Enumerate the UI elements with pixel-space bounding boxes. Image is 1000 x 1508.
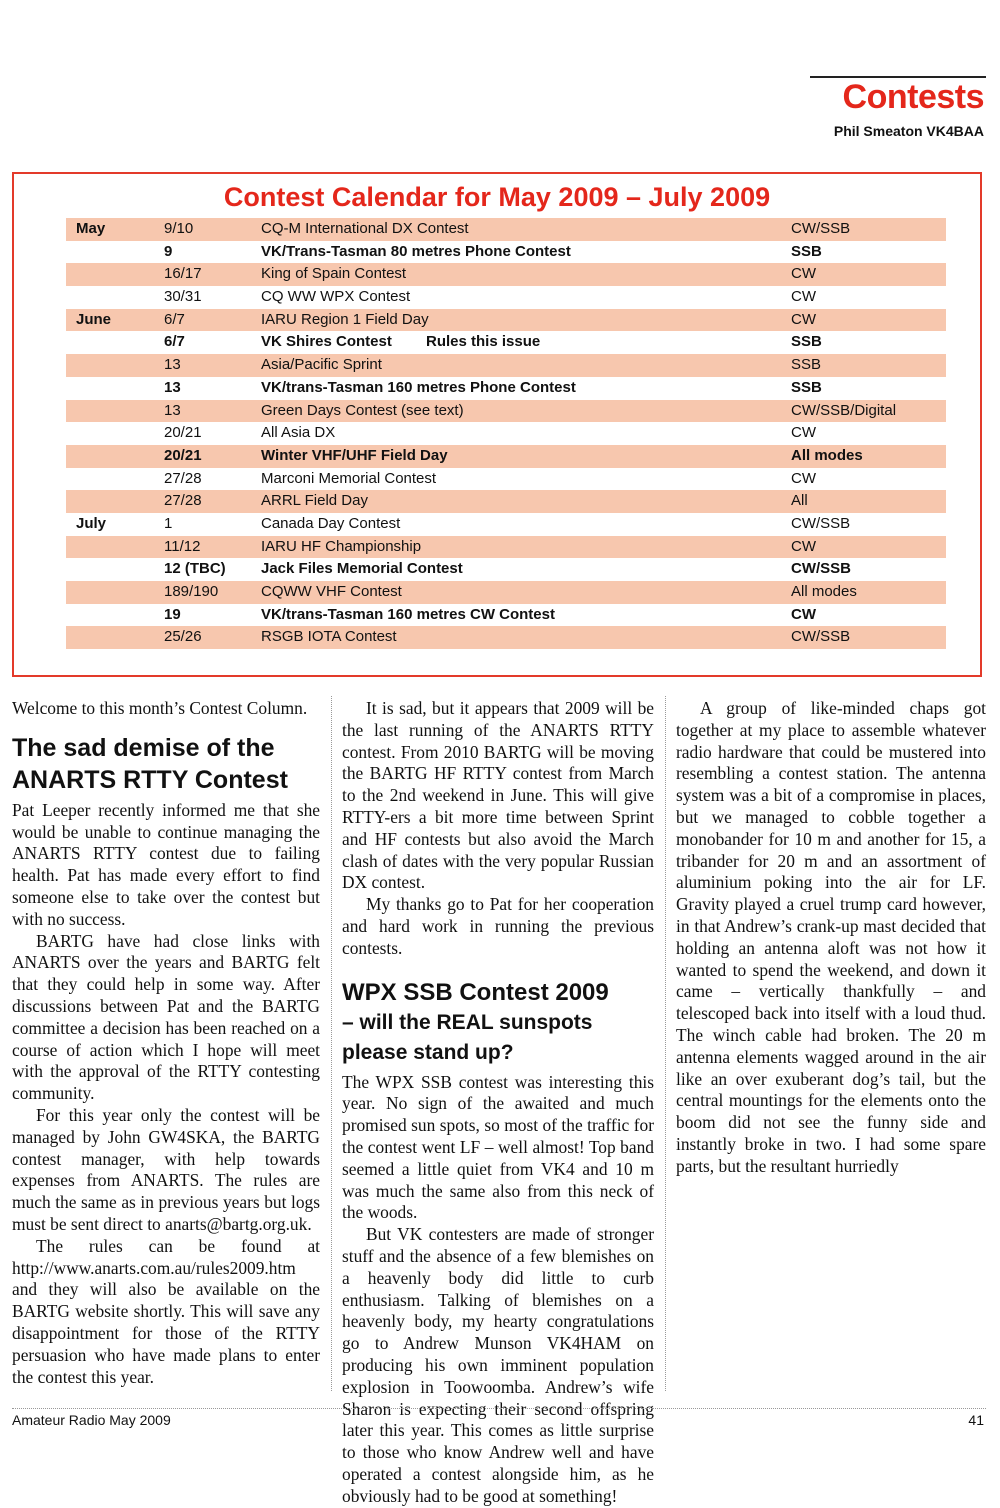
calendar-row [66, 445, 946, 468]
calendar-date: 27/28 [164, 469, 202, 487]
calendar-contest-name: VK/Trans-Tasman 80 metres Phone Contest [261, 242, 571, 260]
calendar-mode: CW [791, 310, 816, 328]
calendar-mode: CW [791, 424, 816, 442]
calendar-mode: All modes [791, 583, 857, 600]
calendar-date: 19 [164, 605, 181, 623]
heading-wpx [342, 978, 654, 1068]
calendar-date: 12 (TBC) [164, 560, 226, 578]
calendar-date: 13 [164, 356, 181, 374]
calendar-date: 13 [164, 401, 181, 419]
calendar-contest-name: Marconi Memorial Contest [261, 469, 437, 487]
calendar-row [66, 626, 946, 649]
article-column-2 [342, 698, 654, 1508]
footer-publication: Amateur Radio May 2009 [12, 1412, 171, 1428]
calendar-mode: CW/SSB/Digital [791, 401, 897, 419]
heading-wpx-line1: WPX SSB Contest 2009 [342, 978, 609, 1006]
calendar-contest-name: RSGB IOTA Contest [261, 628, 397, 646]
article-column-1 [12, 698, 320, 1388]
calendar-row [66, 422, 946, 445]
column-divider [665, 696, 666, 1391]
calendar-row [66, 263, 946, 286]
calendar-row [66, 241, 946, 264]
calendar-contest-name: CQ-M International DX Contest [261, 220, 469, 237]
column-divider [331, 696, 332, 1391]
calendar-mode: CW [791, 288, 816, 306]
paragraph: The WPX SSB contest was interesting this year. No sign of the awaited and much promised sun spots, so most of the traffic for the contest went LF – well almost! Top band seemed a little quiet from VK4 and 10 m was much the same also from this neck of the woods. [342, 1071, 654, 1223]
calendar-mode: SSB [791, 333, 822, 351]
calendar-mode: CW/SSB [791, 628, 851, 646]
calendar-row [66, 490, 946, 513]
paragraph: A group of like-minded chaps got together at my place to assemble whatever radio hardware that could be mustered into resembling a contest station. The antenna system was a bit of a compromise in places, but we managed to cobble together a monobander for 10 m and another for 15, a tribander for 20 m and an assortment of aluminium poking into the air for LF. Gravity played a cruel trump card however, in that Andrew’s crank-up mast decided that holding an antenna aloft was not how it wanted to spend the weekend, and down it came – vertically thankfully – and telescoped back into itself with a loud thud. The winch cable had broken. The 20 m antenna elements wagged around in the air like an over exuberant dog’s tail, but the central mountings for the elements onto the boom did not see the funny side and instantly broke in two. I had some spare parts, but the resultant hurriedly [676, 698, 986, 1176]
intro-paragraph: Welcome to this month’s Contest Column. [12, 698, 308, 718]
calendar-row [66, 468, 946, 491]
footer-rule [12, 1408, 986, 1409]
calendar-contest-name: IARU HF Championship [261, 537, 422, 555]
calendar-mode: SSB [791, 242, 822, 260]
paragraph: For this year only the contest will be managed by John GW4SKA, the BARTG contest manager, with help towards expenses from ANARTS. The rules are much the same as in previous years but logs must be sent direct to anarts@bartg.org.uk. [12, 1104, 320, 1234]
calendar-date: 6/7 [164, 310, 185, 328]
calendar-row [66, 286, 946, 309]
calendar-date: 13 [164, 378, 181, 396]
calendar-month: July [76, 514, 107, 532]
calendar-title: Contest Calendar for May 2009 – July 2009 [223, 182, 771, 212]
calendar-contest-name: VK Shires Contest [261, 333, 392, 351]
calendar-date: 25/26 [164, 628, 202, 646]
calendar-date: 6/7 [164, 333, 185, 351]
calendar-mode: SSB [791, 356, 822, 374]
calendar-note: Rules this issue [426, 333, 541, 351]
article-column-3 [676, 698, 986, 1178]
calendar-contest-name: CQWW VHF Contest [261, 583, 402, 600]
author-byline: Phil Smeaton VK4BAA [833, 123, 984, 139]
calendar-date: 9 [164, 242, 173, 260]
calendar-contest-name: Green Days Contest (see text) [261, 401, 464, 419]
calendar-mode: All [791, 492, 808, 510]
paragraph: It is sad, but it appears that 2009 will be the last running of the ANARTS RTTY contest. From 2010 BARTG will be moving the BARTG HF RTTY contest from March to the 2nd weekend in June. This will give RTTY-ers a bit more time between Sprint and HF contests but also avoid the March clash of dates with the very popular Russian DX contest. [342, 698, 654, 893]
calendar-date: 1 [164, 514, 173, 532]
calendar-contest-name: VK/trans-Tasman 160 metres Phone Contest [261, 378, 576, 396]
calendar-date: 20/21 [164, 446, 202, 464]
calendar-contest-name: King of Spain Contest [261, 265, 407, 283]
heading-anarts: The sad demise of the ANARTS RTTY Contest [12, 733, 288, 794]
calendar-mode: CW/SSB [791, 514, 851, 532]
calendar-mode: CW [791, 605, 816, 623]
calendar-mode: CW [791, 537, 816, 555]
calendar-date: 9/10 [164, 220, 194, 237]
paragraph: My thanks go to Pat for her cooperation and hard work in running the previous contests. [342, 894, 654, 958]
calendar-row [66, 513, 946, 536]
calendar-contest-name: IARU Region 1 Field Day [261, 310, 429, 328]
calendar-mode: CW/SSB [791, 560, 851, 578]
calendar-contest-name: Jack Files Memorial Contest [261, 560, 463, 578]
calendar-mode: SSB [791, 378, 822, 396]
paragraph: BARTG have had close links with ANARTS over the years and BARTG felt that they could help in some way. After discussions between Pat and the BARTG committee a decision has been reached on a course of action which I hope will meet with the approval of the RTTY contesting community. [12, 930, 320, 1104]
calendar-contest-name: Asia/Pacific Sprint [261, 356, 382, 374]
calendar-contest-name: VK/trans-Tasman 160 metres CW Contest [261, 605, 555, 623]
calendar-date: 11/12 [164, 537, 201, 555]
calendar-contest-name: CQ WW WPX Contest [261, 288, 411, 306]
calendar-date: 16/17 [164, 265, 202, 283]
calendar-date: 30/31 [164, 288, 202, 306]
calendar-mode: CW [791, 469, 816, 487]
calendar-row [66, 309, 946, 332]
calendar-row [66, 581, 946, 604]
calendar-mode: CW/SSB [791, 220, 851, 237]
calendar-contest-name: Canada Day Contest [261, 514, 401, 532]
calendar-row [66, 536, 946, 559]
section-title: Contests [842, 78, 984, 116]
calendar-row [66, 377, 946, 400]
calendar-row [66, 400, 946, 423]
heading-wpx-line2: – will the REAL sunspots please stand up? [342, 1010, 593, 1064]
calendar-date: 27/28 [164, 492, 202, 510]
calendar-row [66, 218, 946, 241]
calendar-mode: CW [791, 265, 816, 283]
paragraph: Pat Leeper recently informed me that she would be unable to continue managing the ANARTS RTTY contest due to failing health. Pat has made every effort to find someone else to take over the contest but with no success. [12, 799, 320, 929]
calendar-contest-name: All Asia DX [261, 424, 336, 442]
calendar-date: 189/190 [164, 583, 219, 600]
calendar-month: May [76, 220, 106, 237]
calendar-row [66, 604, 946, 627]
calendar-row [66, 558, 946, 581]
page-number: 41 [968, 1412, 984, 1428]
calendar-contest-name: Winter VHF/UHF Field Day [261, 446, 448, 464]
calendar-row [66, 354, 946, 377]
calendar-mode: All modes [791, 446, 863, 464]
calendar-table [66, 218, 946, 649]
contest-calendar-box [12, 172, 982, 677]
calendar-contest-name: ARRL Field Day [261, 492, 368, 510]
calendar-month: June [76, 310, 112, 328]
paragraph: The rules can be found at http://www.anarts.com.au/rules2009.htm and they will also be available on the BARTG website shortly. This will save any disappointment for those of the RTTY persuasion who have made plans to enter the contest this year. [12, 1235, 320, 1387]
paragraph: But VK contesters are made of stronger stuff and the absence of a few blemishes on a heavenly body did little to curb enthusiasm. Talking of blemishes on a heavenly body, my hearty congratulations go to Andrew Munson VK4HAM on producing his own imminent population explosion in Toowoomba. Andrew’s wife Sharon is expecting their second offspring later this year. This comes as little surprise to those who know Andrew well and have operated a contest alongside him, as he obviously had to be good at something! [342, 1224, 654, 1506]
calendar-date: 20/21 [164, 424, 202, 442]
calendar-row [66, 331, 946, 354]
